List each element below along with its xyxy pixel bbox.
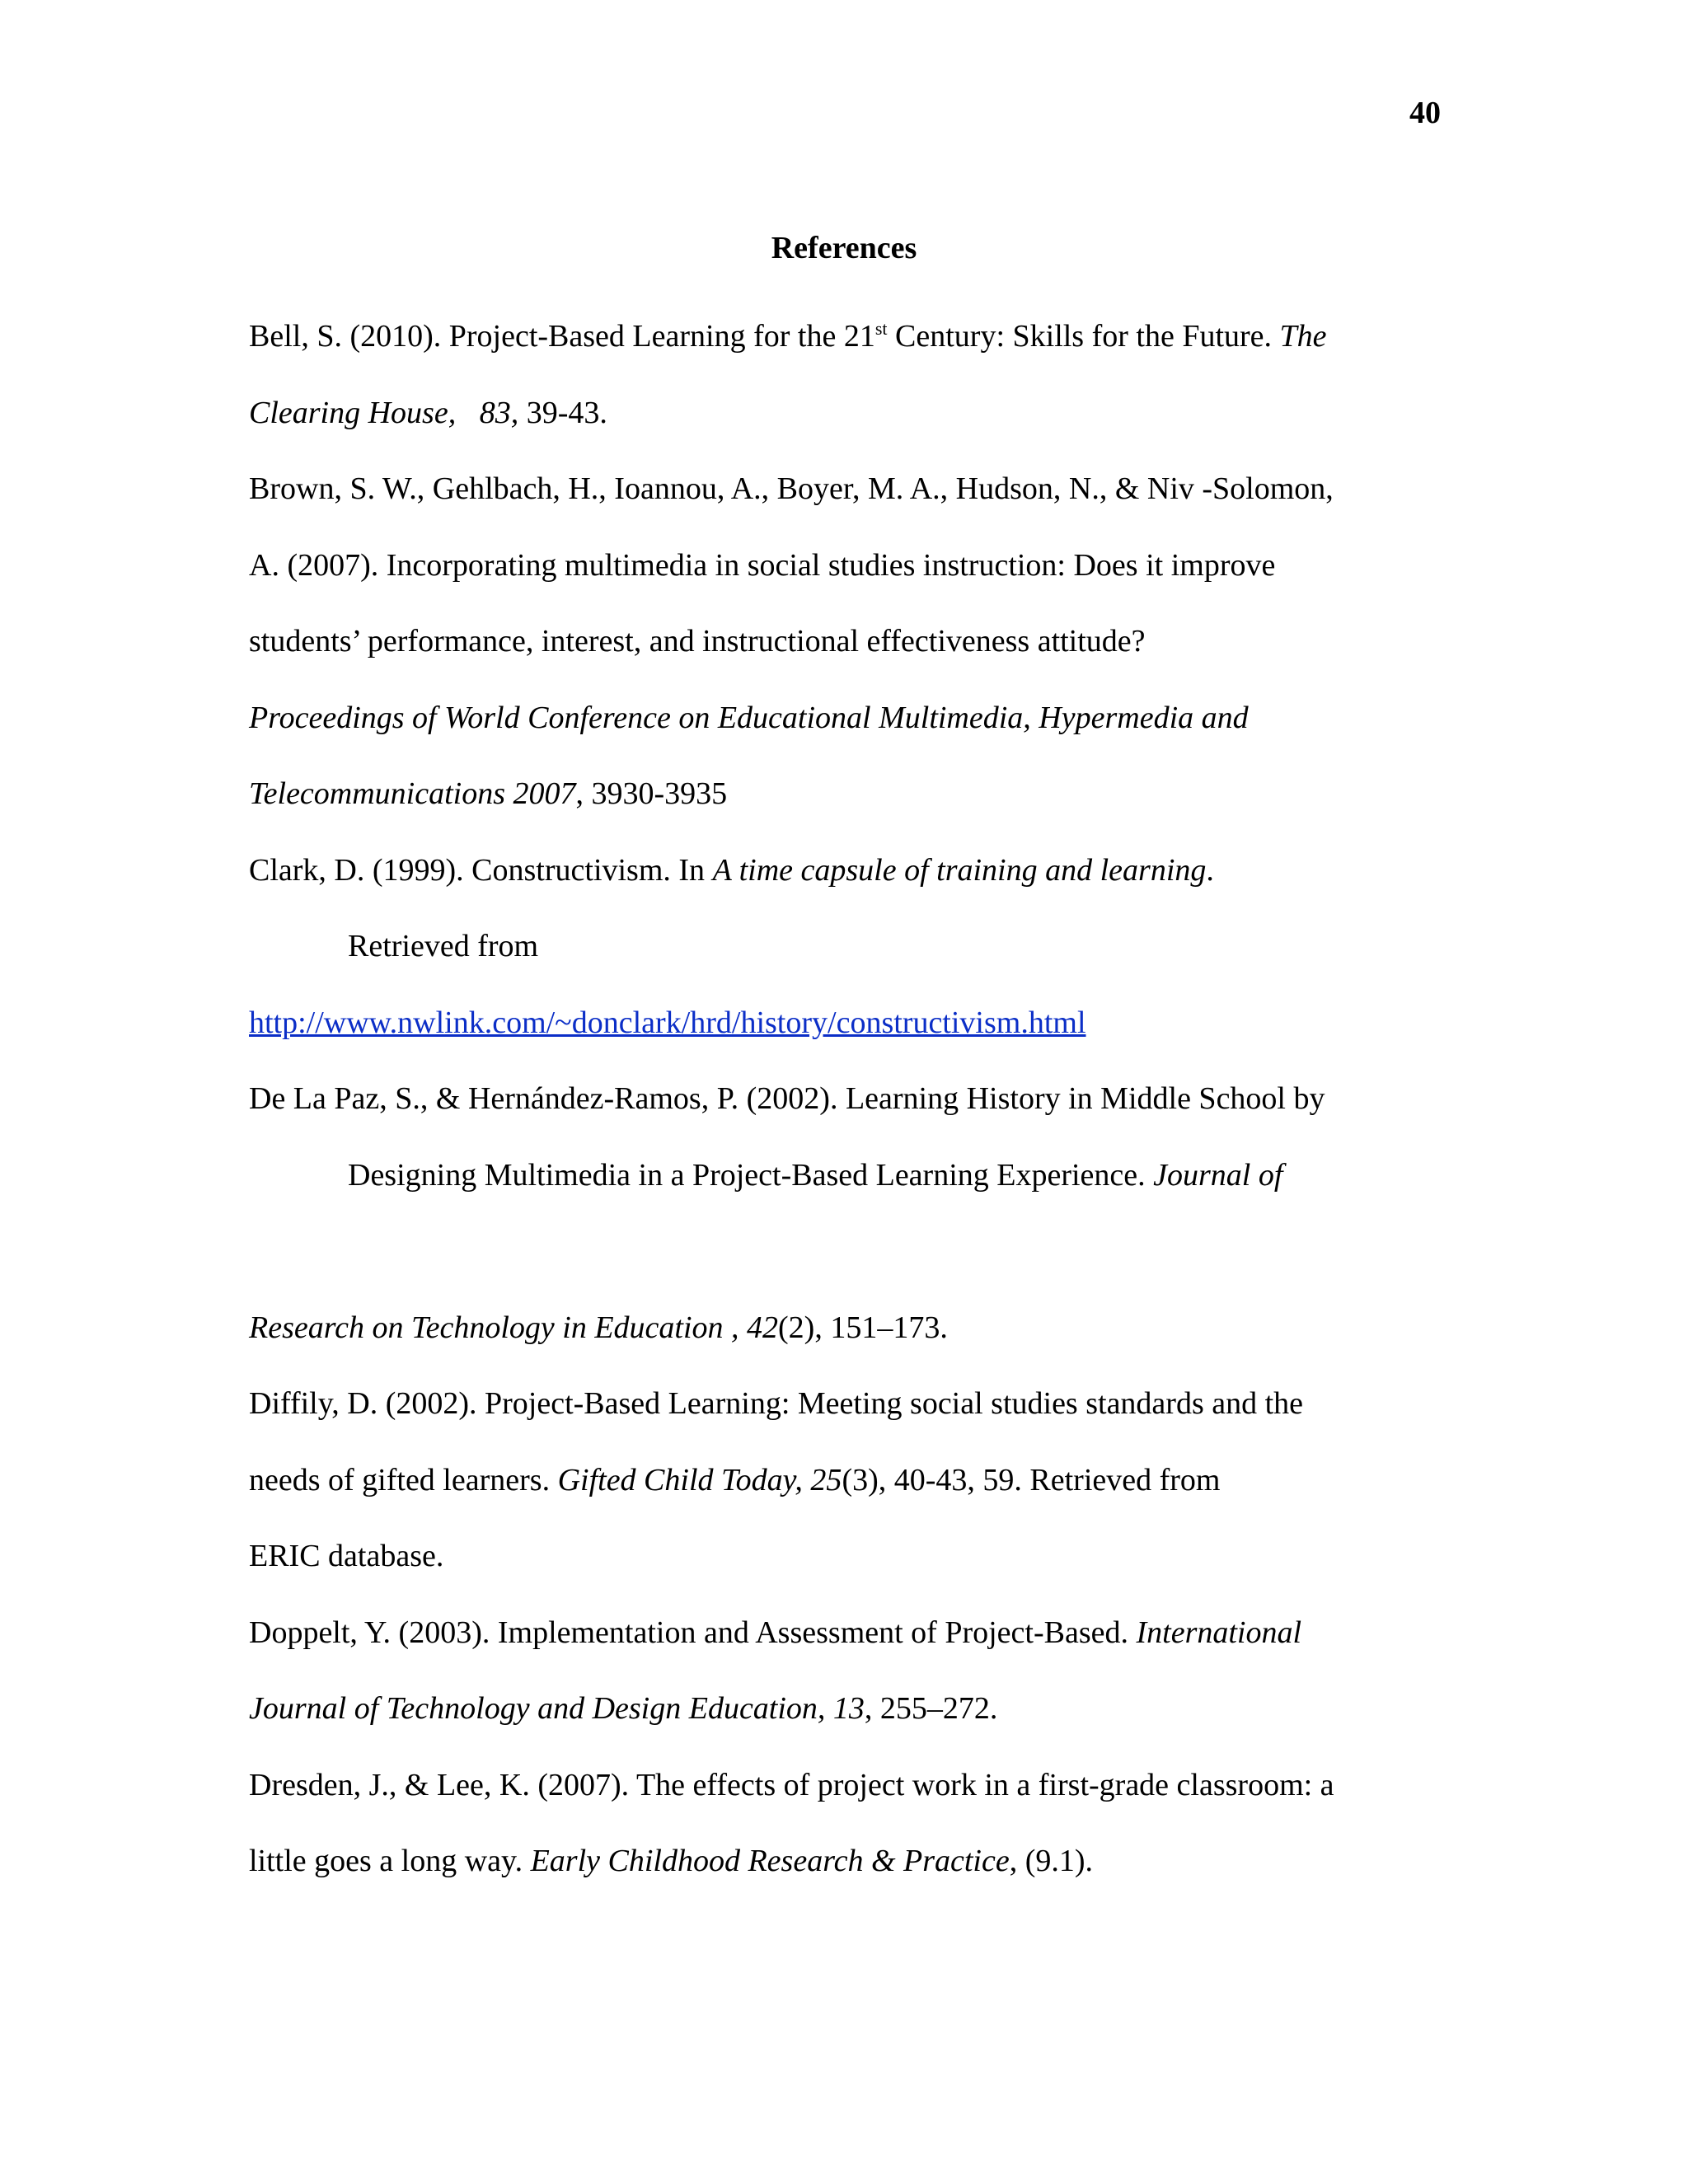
reference-text: (3), 40-43, 59. Retrieved from bbox=[842, 1462, 1221, 1497]
reference-entry-dresden bbox=[249, 1747, 1452, 1900]
reference-entry-brown bbox=[249, 451, 1452, 832]
reference-line bbox=[249, 985, 1452, 1062]
reference-line bbox=[249, 1671, 1452, 1747]
reference-text: (2), 151–173. bbox=[778, 1310, 948, 1345]
reference-line bbox=[249, 1823, 1452, 1900]
reference-entry-bell bbox=[249, 298, 1452, 451]
journal-title: The bbox=[1279, 319, 1327, 354]
reference-line bbox=[249, 1442, 1452, 1519]
reference-entry-diffily bbox=[249, 1366, 1452, 1595]
reference-entry-delapaz bbox=[249, 1061, 1452, 1366]
reference-line bbox=[249, 680, 1452, 757]
page-title: References bbox=[771, 231, 917, 265]
reference-text: . bbox=[1206, 852, 1214, 888]
superscript: st bbox=[874, 318, 888, 339]
reference-text: Doppelt, Y. (2003). Implementation and Assessment of Project-Based. bbox=[249, 1615, 1137, 1650]
reference-line: Dresden, J., & Lee, K. (2007). The effects of project work in a first-grade classroom: a bbox=[249, 1767, 1334, 1802]
journal-title: Journal of bbox=[1153, 1157, 1283, 1193]
reference-entry-doppelt bbox=[249, 1595, 1452, 1747]
reference-list bbox=[249, 298, 1452, 1900]
page-number: 40 bbox=[1409, 96, 1441, 130]
reference-text: , 255–272. bbox=[864, 1691, 998, 1726]
reference-text: little goes a long way. bbox=[249, 1844, 531, 1878]
reference-text: Century: Skills for the Future. bbox=[887, 319, 1280, 354]
reference-line: students’ performance, interest, and instructional effectiveness attitude? bbox=[249, 624, 1146, 658]
journal-title: Clearing House, 83, bbox=[249, 395, 519, 430]
reference-text: Designing Multimedia in a Project-Based Learning Experience. bbox=[348, 1157, 1154, 1193]
reference-text: Bell, S. (2010). Project-Based Learning for the 21 bbox=[249, 319, 875, 354]
reference-text: needs of gifted learners. bbox=[249, 1462, 558, 1497]
reference-line: Retrieved from bbox=[348, 929, 539, 963]
reference-text: , 3930-3935 bbox=[575, 776, 728, 811]
blank-line bbox=[349, 1213, 1452, 1290]
proceedings-title: Telecommunications 2007 bbox=[249, 776, 576, 811]
reference-line: ERIC database. bbox=[249, 1539, 444, 1573]
reference-line: Brown, S. W., Gehlbach, H., Ioannou, A., Boyer, M. A., Hudson, N., & Niv -Solomon, bbox=[249, 471, 1334, 506]
reference-text: 39-43. bbox=[518, 395, 607, 430]
reference-line bbox=[249, 375, 1452, 452]
journal-title: International bbox=[1136, 1615, 1302, 1650]
reference-line: Diffily, D. (2002). Project-Based Learning: Meeting social studies standards and the bbox=[249, 1386, 1304, 1421]
reference-text: , (9.1). bbox=[1009, 1844, 1094, 1878]
reference-line: De La Paz, S., & Hernández-Ramos, P. (2002). Learning History in Middle School by bbox=[249, 1081, 1325, 1116]
reference-line bbox=[249, 1595, 1452, 1671]
reference-line bbox=[249, 298, 1452, 375]
reference-line bbox=[249, 832, 1452, 909]
reference-entry-clark bbox=[249, 832, 1452, 1062]
journal-title: Research on Technology in Education , 42 bbox=[249, 1310, 779, 1345]
proceedings-title: Proceedings of World Conference on Educational Multimedia, Hypermedia and bbox=[249, 700, 1249, 735]
book-title: A time capsule of training and learning bbox=[712, 852, 1207, 888]
reference-line bbox=[249, 756, 1452, 832]
reference-line: A. (2007). Incorporating multimedia in social studies instruction: Does it improve bbox=[249, 547, 1276, 583]
reference-text: Clark, D. (1999). Constructivism. In bbox=[249, 852, 713, 888]
journal-title: Journal of Technology and Design Education, 13 bbox=[249, 1691, 865, 1726]
journal-title: Gifted Child Today, 25 bbox=[557, 1462, 842, 1497]
reference-url-link[interactable]: http://www.nwlink.com/~donclark/hrd/history/constructivism.html bbox=[249, 1005, 1086, 1040]
reference-line bbox=[249, 1290, 1452, 1366]
journal-title: Early Childhood Research & Practice bbox=[530, 1844, 1010, 1878]
reference-line bbox=[349, 1137, 1452, 1214]
